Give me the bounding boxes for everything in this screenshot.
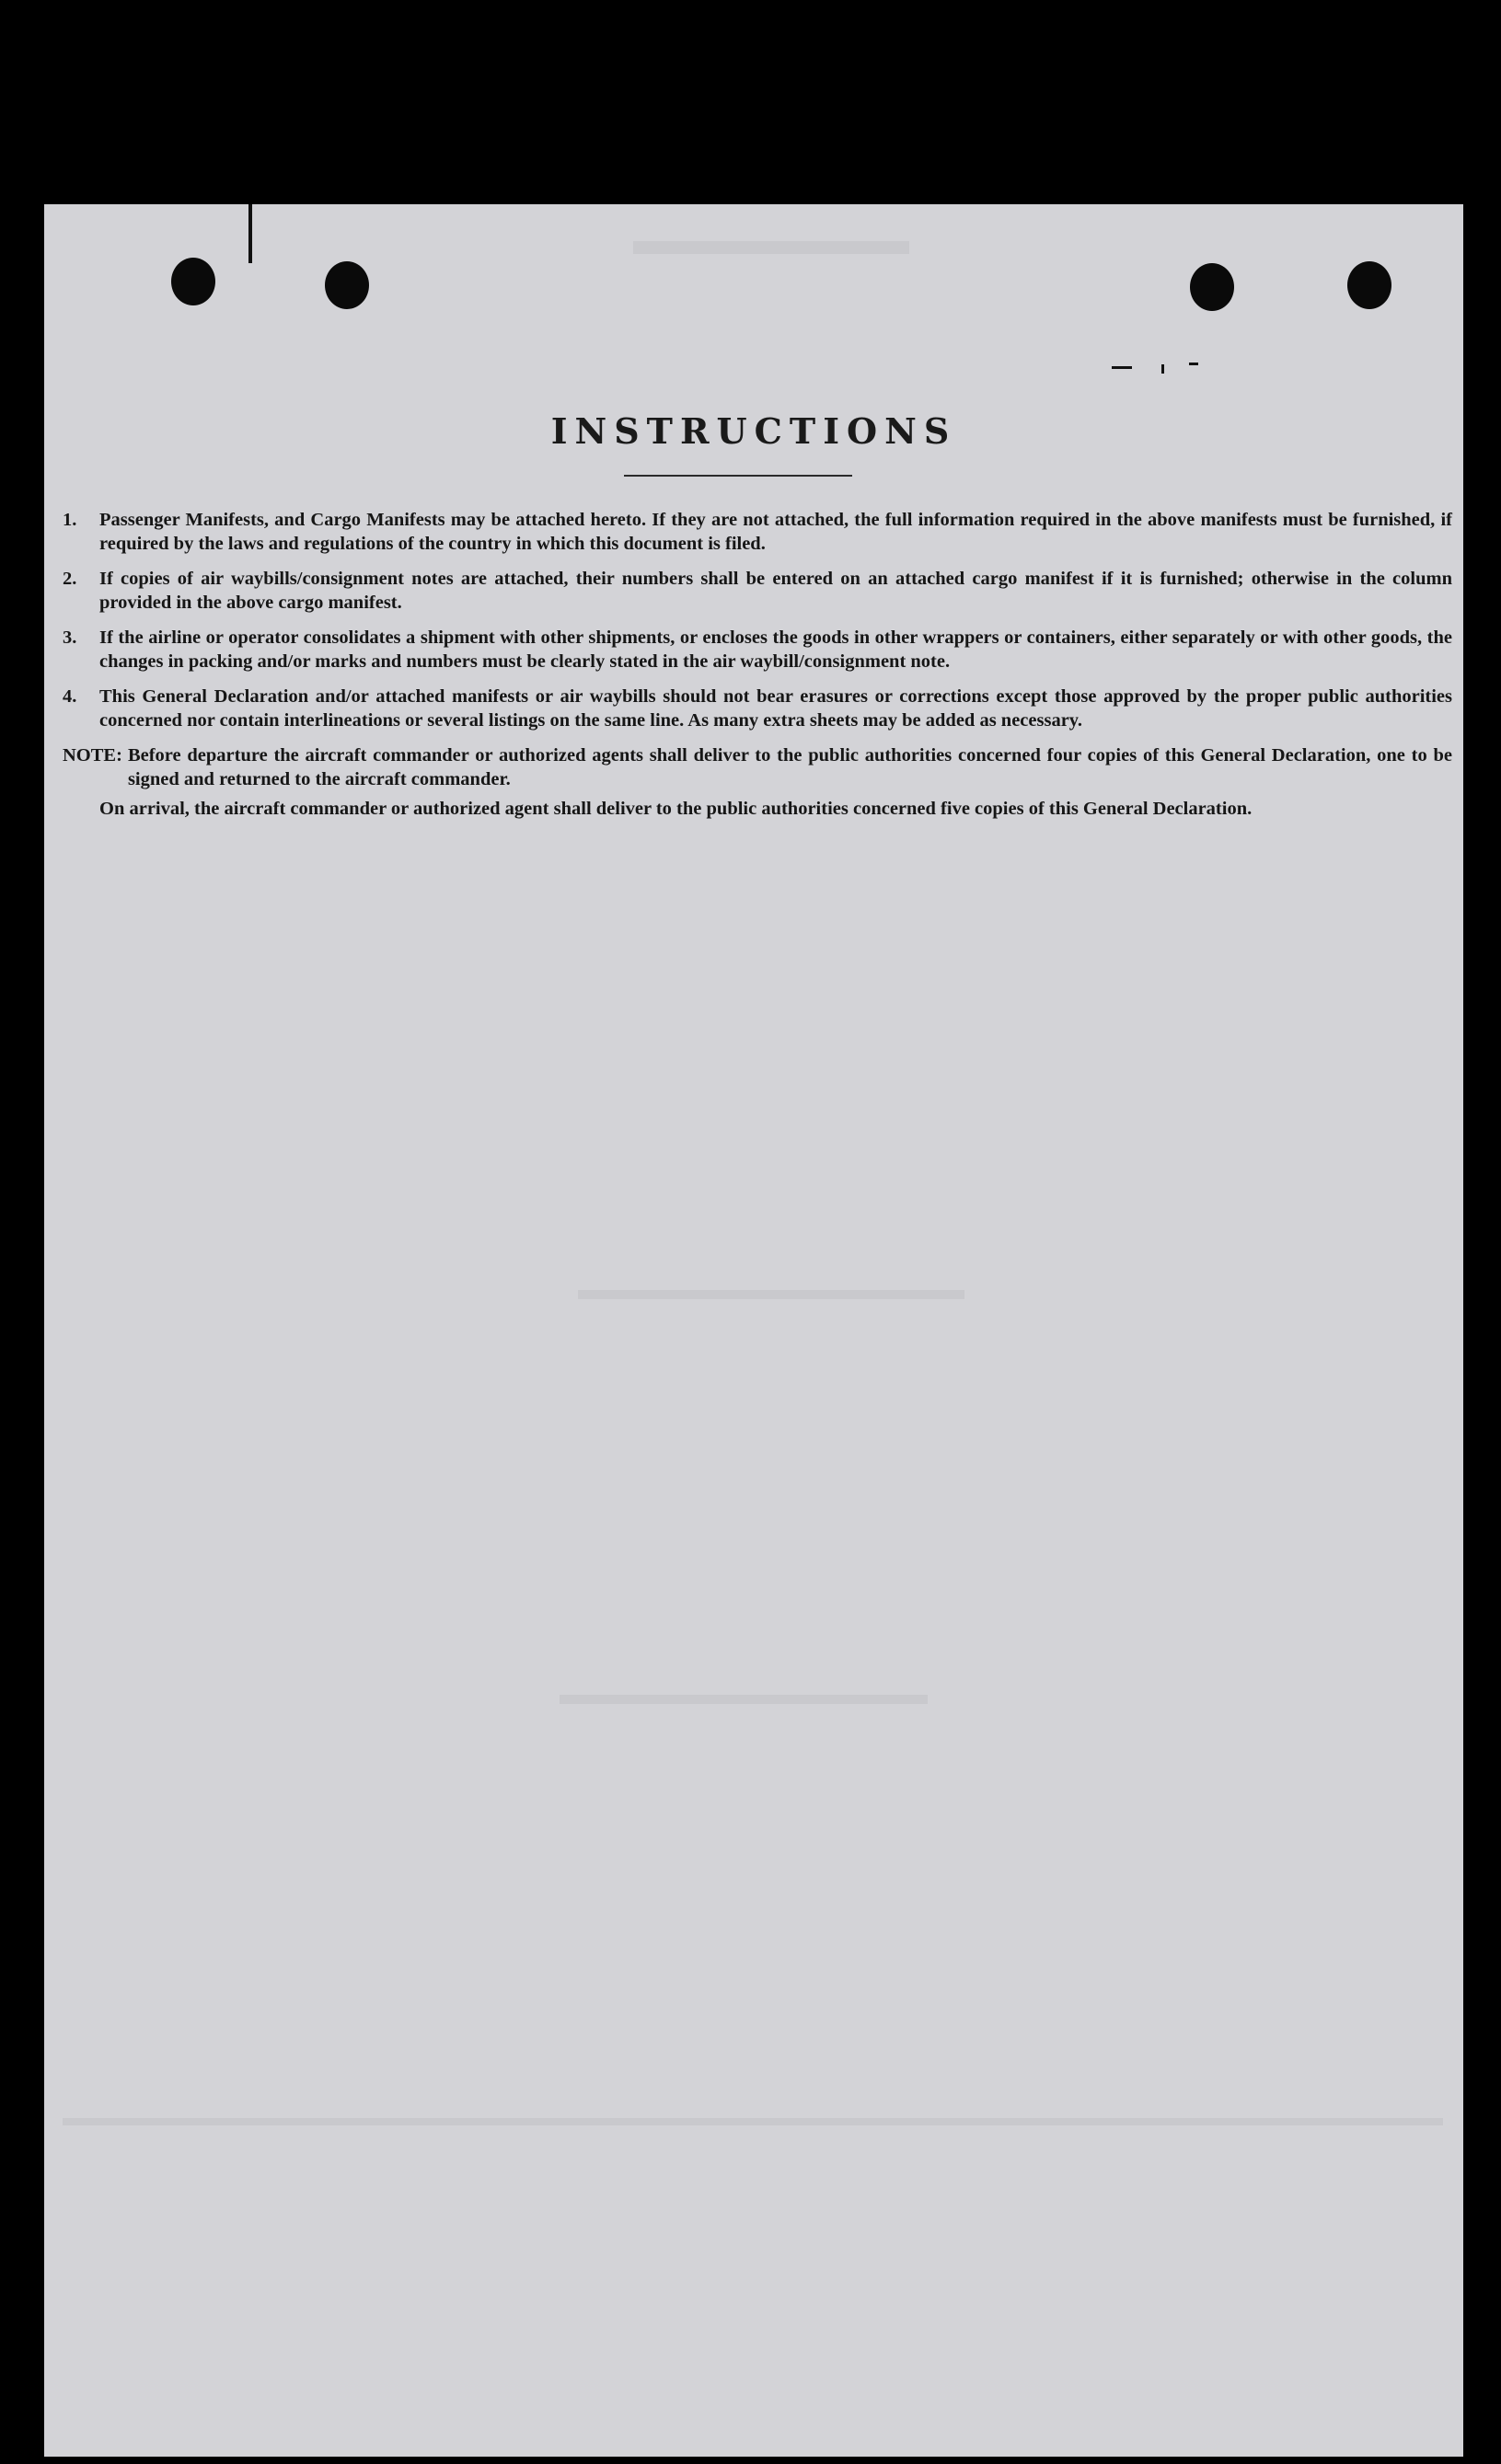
title-underline (624, 475, 852, 477)
list-item (63, 626, 1452, 674)
item-text: If copies of air waybills/consignment notes are attached, their numbers shall be entered on an attached cargo manifest if it is furnished; otherwise in the column provided in the above cargo manifest. (99, 569, 1452, 613)
item-number: 3. (63, 628, 77, 648)
punch-hole-1 (171, 258, 215, 305)
note-text-arrival: On arrival, the aircraft commander or authorized agent shall deliver to the public authorities concerned five copies of this General Declaration. (99, 799, 1253, 819)
item-text: Passenger Manifests, and Cargo Manifests may be attached hereto. If they are not attached, the full information required in the above manifests must be furnished, if required by the laws and regulations of the country in which this document is filed. (99, 510, 1452, 554)
punch-hole-4 (1347, 261, 1391, 309)
item-text: If the airline or operator consolidates a shipment with other shipments, or encloses the goods in other wrappers or containers, either separately or with other goods, the changes in packing and/or marks and numbers must be clearly stated in the air waybill/consignment note. (99, 628, 1452, 672)
note-label: NOTE: (63, 745, 122, 766)
list-item (63, 567, 1452, 615)
punch-hole-3 (1190, 263, 1234, 311)
bleed-through (578, 1290, 964, 1299)
note-block (63, 743, 1452, 791)
item-number: 1. (63, 510, 77, 530)
punch-hole-2 (325, 261, 369, 309)
bleed-through (63, 2118, 1443, 2125)
note-text: Before departure the aircraft commander or authorized agents shall deliver to the public authorities concerned four copies of this General Declaration, one to be signed and returned to the aircraft commander. (127, 745, 1452, 789)
item-number: 2. (63, 569, 77, 589)
paper-mark (1189, 363, 1198, 365)
page-title: INSTRUCTIONS (550, 410, 957, 452)
paper-mark (248, 204, 252, 263)
document-page (44, 204, 1463, 2457)
paper-mark (1161, 364, 1164, 374)
paper-mark (1112, 366, 1132, 369)
bleed-through (633, 241, 909, 254)
item-text: This General Declaration and/or attached manifests or air waybills should not bear erasures or corrections except those approved by the proper public authorities concerned nor contain interlineations or several listings on the same line. As many extra sheets may be added as necessary. (99, 686, 1452, 731)
list-item (63, 685, 1452, 732)
instructions-list (63, 508, 1452, 821)
item-number: 4. (63, 686, 77, 707)
bleed-through (560, 1695, 928, 1704)
list-item (63, 508, 1452, 556)
